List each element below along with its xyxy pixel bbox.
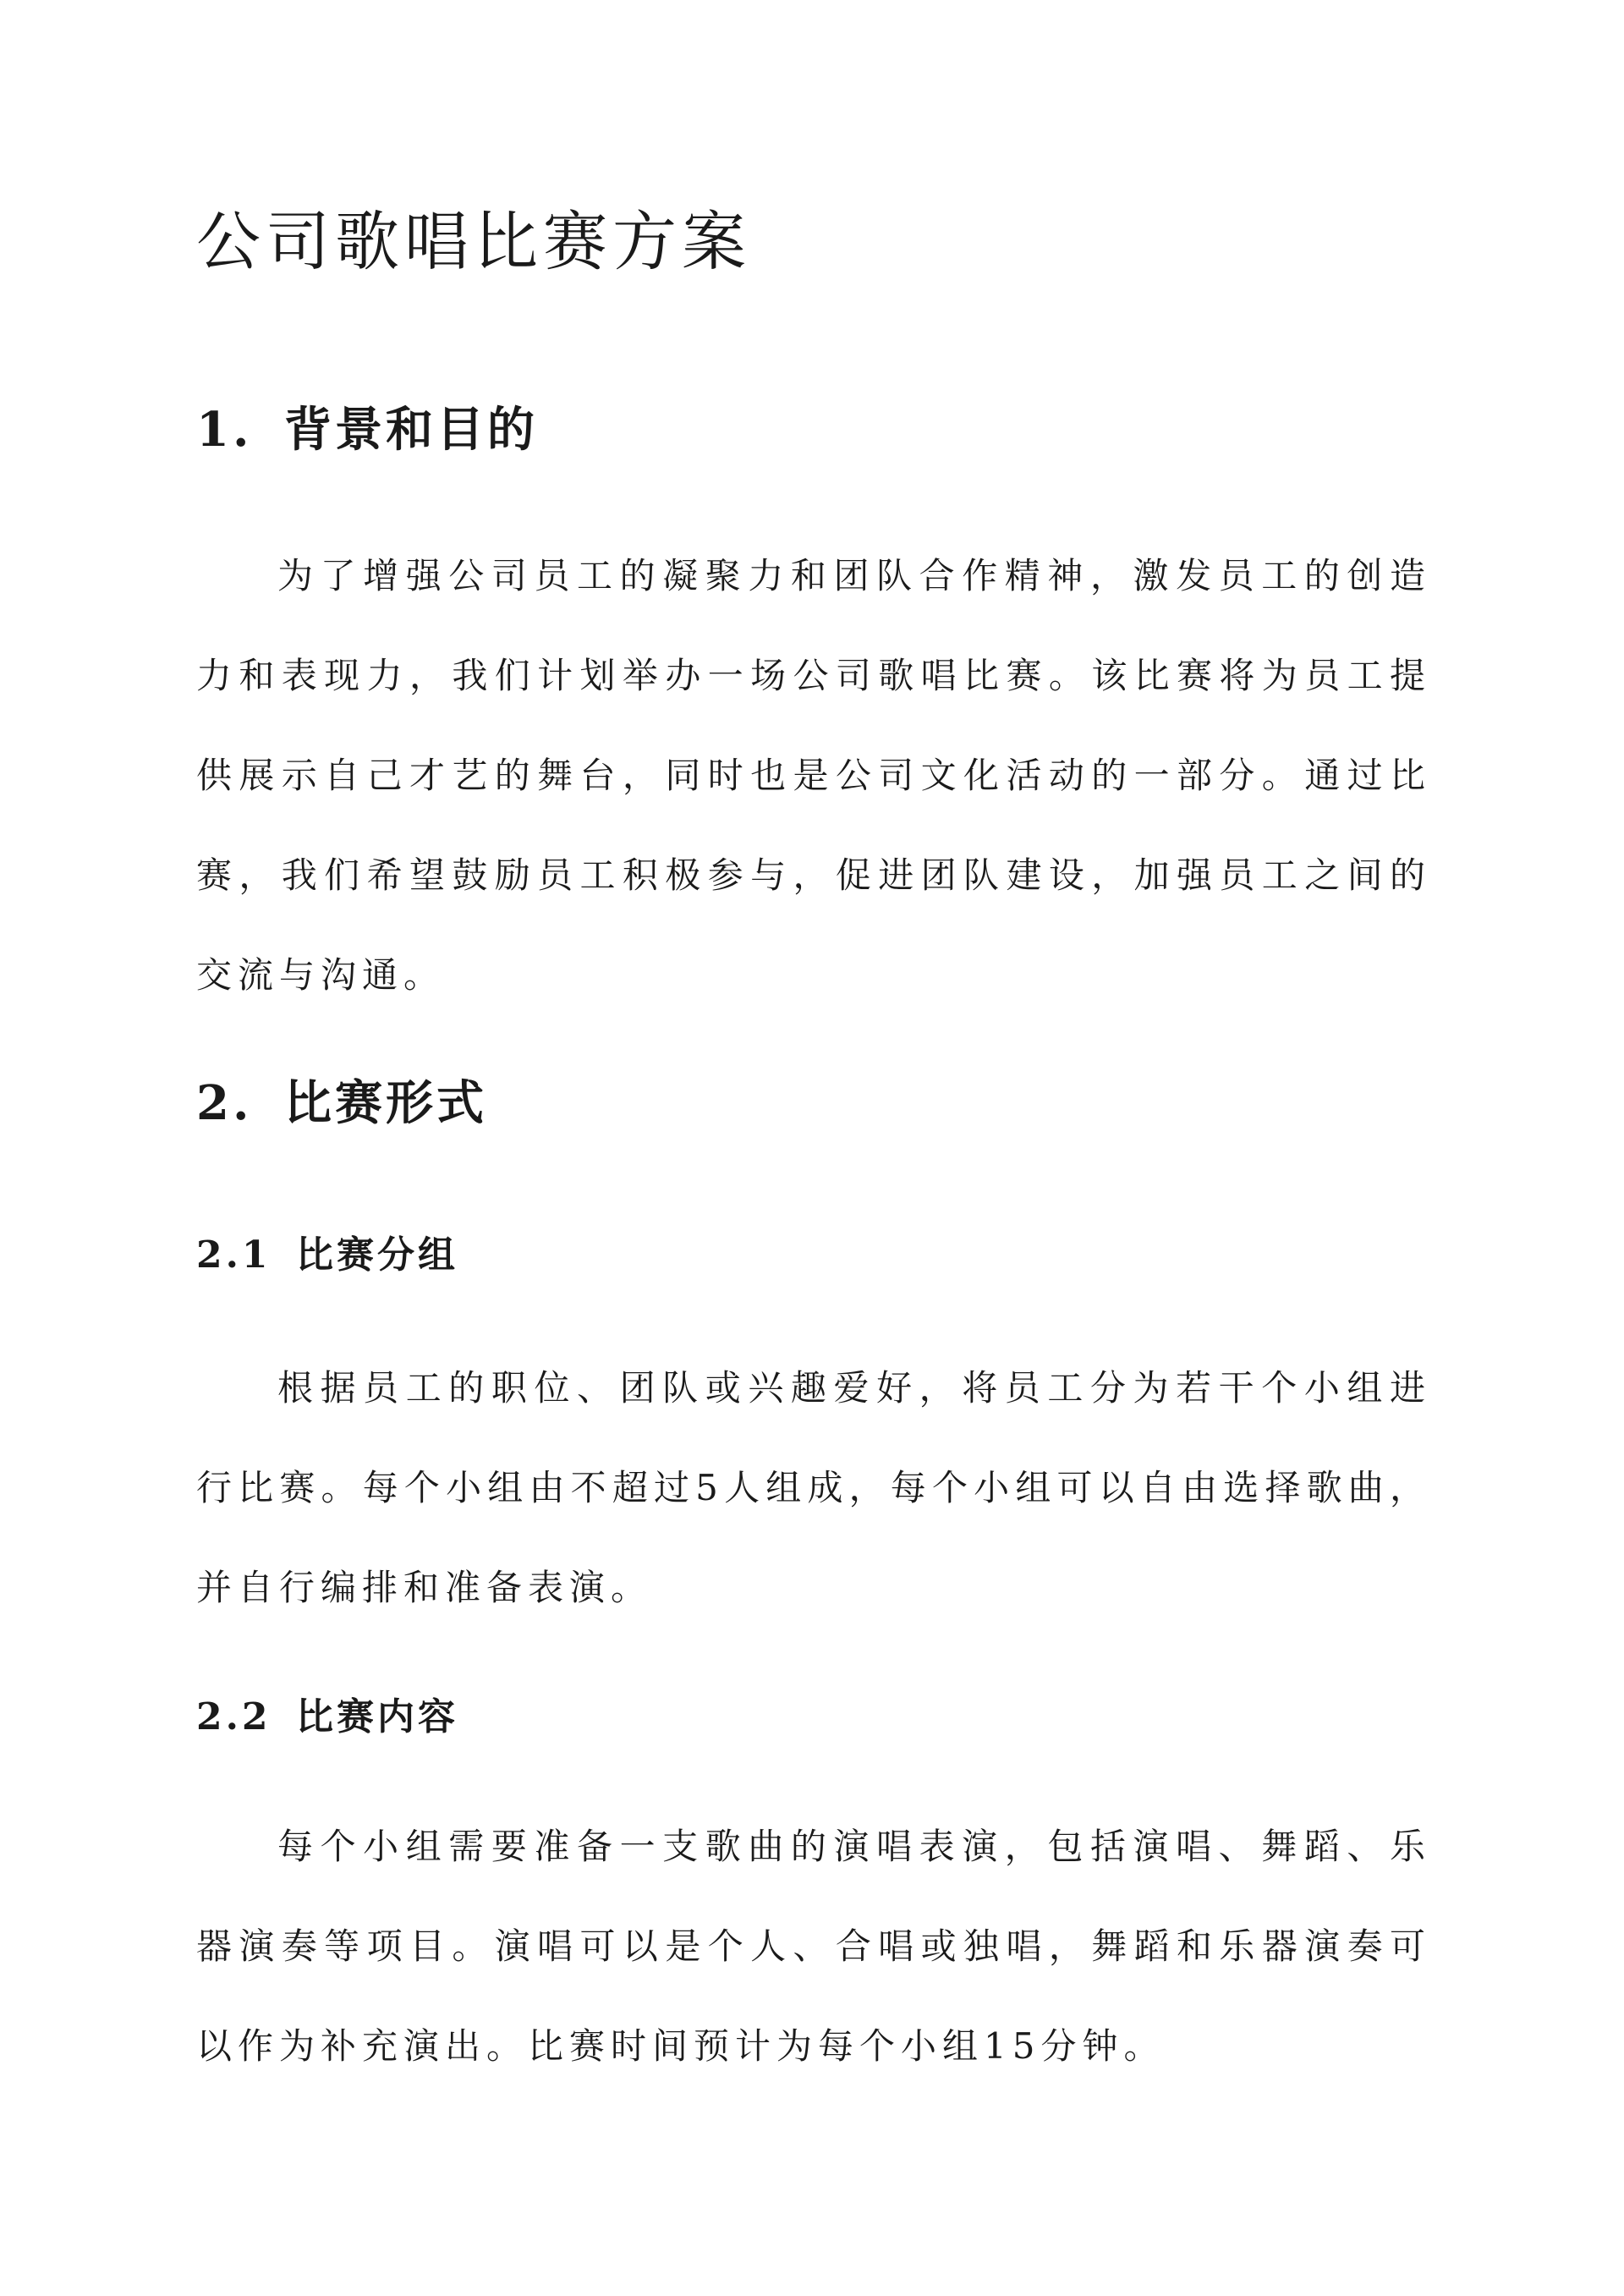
subsection-2-2-number: 2.2 <box>196 1695 272 1738</box>
subsection-2-1-number: 2.1 <box>196 1233 272 1277</box>
section-2-heading <box>196 1069 487 1137</box>
section-2-number: 2. <box>196 1075 253 1131</box>
section-1-heading <box>196 396 538 464</box>
section-1-number: 1. <box>196 402 253 458</box>
subsection-2-2-heading <box>196 1690 458 1744</box>
section-2-title: 比赛形式 <box>284 1075 487 1131</box>
section-1-title: 背景和目的 <box>284 402 538 458</box>
subsection-2-1-heading <box>196 1228 458 1283</box>
subsection-2-1-paragraph: 根据员工的职位、团队或兴趣爱好，将员工分为若干个小组进行比赛。每个小组由不超过5人组成，每个小组可以自由选择歌曲，并自行编排和准备表演。 <box>196 1367 1431 1608</box>
section-1-paragraph: 为了增强公司员工的凝聚力和团队合作精神，激发员工的创造力和表现力，我们计划举办一场公司歌唱比赛。该比赛将为员工提供展示自己才艺的舞台，同时也是公司文化活动的一部分。通过比赛，我们希望鼓励员工积极参与，促进团队建设，加强员工之间的交流与沟通。 <box>196 555 1431 996</box>
document-title: 公司歌唱比赛方案 <box>196 204 751 279</box>
subsection-2-2-title: 比赛内容 <box>296 1695 458 1738</box>
subsection-2-2-paragraph: 每个小组需要准备一支歌曲的演唱表演，包括演唱、舞蹈、乐器演奏等项目。演唱可以是个人、合唱或独唱，舞蹈和乐器演奏可以作为补充演出。比赛时间预计为每个小组15分钟。 <box>196 1826 1431 2067</box>
subsection-2-1-title: 比赛分组 <box>296 1233 458 1277</box>
